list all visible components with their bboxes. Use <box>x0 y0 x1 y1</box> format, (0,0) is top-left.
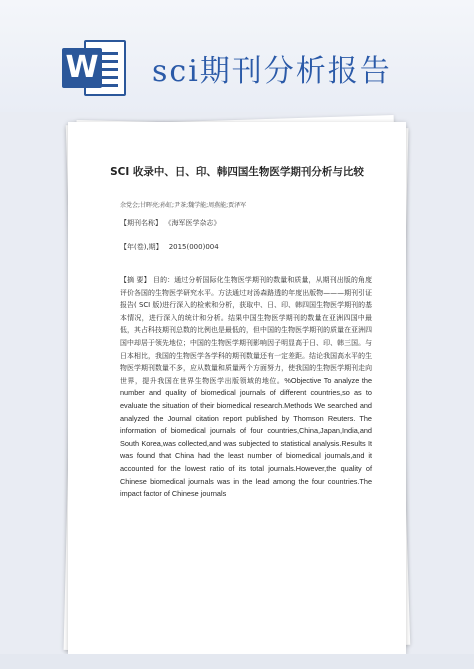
abstract-chinese: 目的：通过分析国际化生物医学期刊的数量和质量，从期刊出版的角度评价各国的生物医学研究水平。方法通过对汤森路透的年度出版物———期刊引证报告( SCI 版)进行深入的检索和分析，获取中、日、印、韩四国生物医学期刊的基本情况，进行深入的统计和分析。结果中国生物医学期刊的数量在亚洲四国中最低，其占科技期刊总数的比例也是最低的，但中国的生物医学期刊的质量在亚洲四国中却居于领先地位；中国的生物医学期刊影响因子明显高于日、印、韩三国。与日本相比，我国的生物医学各学科的期刊数量还有一定差距。结论我国高水平的生物医学期刊数量不多，应从数量和质量两个方面努力，使我国的生物医学期刊走向世界，提升我国在世界生物医学出版领域的地位。 <box>120 276 372 385</box>
authors-line: 余党会;甘晖亮;孙虹;尹茶;魏学能;周燕能;贾泽军 <box>120 202 247 209</box>
footer-strip <box>0 654 474 669</box>
document-title: SCI 收录中、日、印、韩四国生物医学期刊分析与比较 <box>110 166 364 178</box>
year-issue-label: 【年(卷),期】 <box>120 243 163 251</box>
journal-label: 【期刊名称】 <box>120 219 162 227</box>
abstract-english: %Objective To analyze the number and quality of biomedical journals of different countries,so as to evaluate the situation of their biomedical research.Methods We searched and analyzed the Journal citation report published by Thomson Reuters. The information of biomedical journals of four countries,China,Japan,India,and South Korea,was collected,and was subjected to statistical analysis.Results It was found that China had the least number of biomedical journals,and it accounted for the lowest ratio of its total journals.However,the quality of Chinese biomedical journals was in the lead among the four countries.The impact factor of Chinese journals <box>120 375 373 499</box>
word-document-icon <box>62 36 128 100</box>
word-badge: W <box>62 48 102 88</box>
abstract-label: 【摘 要】 <box>120 276 151 284</box>
document-page <box>68 122 406 654</box>
abstract-body <box>120 274 372 501</box>
year-issue-value: 2015(000)004 <box>168 243 219 251</box>
header-banner <box>0 0 474 112</box>
year-issue-line <box>120 242 219 252</box>
journal-name-line <box>120 218 221 228</box>
journal-value: 《海军医学杂志》 <box>168 219 221 227</box>
banner-title: sci期刊分析报告 <box>152 54 392 89</box>
